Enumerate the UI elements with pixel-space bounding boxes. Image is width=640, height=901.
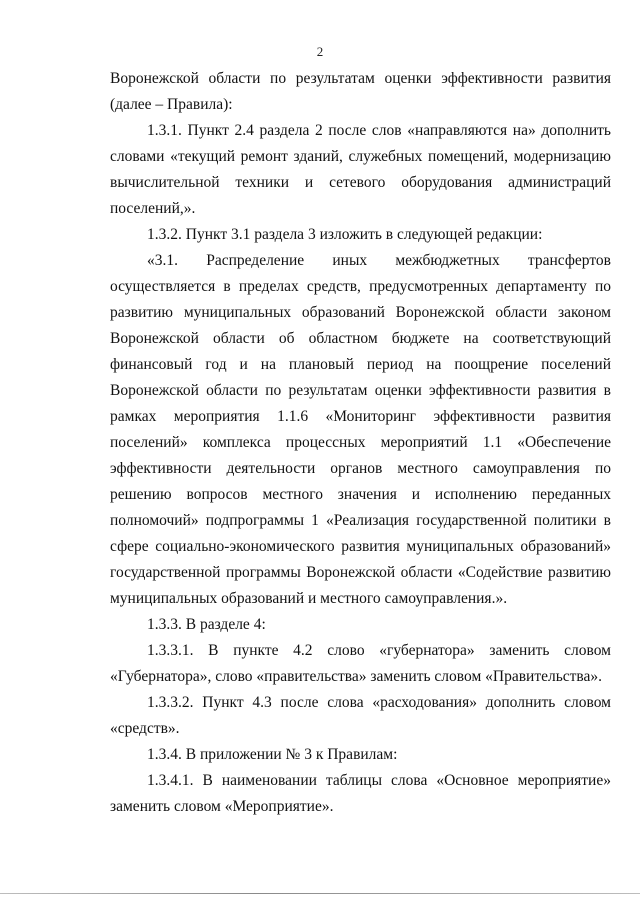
page-number: 2 xyxy=(316,44,324,59)
paragraph-1-3-3-1: 1.3.3.1. В пункте 4.2 слово «губернатора» заменить словом «Губернатора», слово «правительства» заменить словом «Правительства». xyxy=(110,642,611,685)
paragraph-1-3-3: 1.3.3. В разделе 4: xyxy=(147,616,266,633)
document-body xyxy=(110,66,611,820)
paragraph-1-3-4-1: 1.3.4.1. В наименовании таблицы слова «Основное мероприятие» заменить словом «Мероприятие». xyxy=(110,772,611,815)
paragraph-1-3-1: 1.3.1. Пункт 2.4 раздела 2 после слов «направляются на» дополнить словами «текущий ремонт зданий, служебных помещений, модернизацию вычислительной техники и сетевого оборудования администраций поселений,». xyxy=(110,122,611,217)
paragraph-1-3-2: 1.3.2. Пункт 3.1 раздела 3 изложить в следующей редакции: xyxy=(147,226,543,243)
scan-edge-line xyxy=(0,893,640,894)
paragraph-rules-intro: Воронежской области по результатам оценки эффективности развития (далее – Правила): xyxy=(110,70,611,113)
paragraph-3-1-quote: «3.1. Распределение иных межбюджетных трансфертов осуществляется в пределах средств, предусмотренных департаменту по развитию муниципальных образований Воронежской области законом Воронежской области об областном бюджете на соответствующий финансовый год и на плановый период на поощрение поселений Воронежской области по результатам оценки эффективности развития в рамках мероприятия 1.1.6 «Мониторинг эффективности развития поселений» комплекса процессных мероприятий 1.1 «Обеспечение эффективности деятельности органов местного самоуправления по решению вопросов местного значения и исполнению переданных полномочий» подпрограммы 1 «Реализация государственной политики в сфере социально-экономического развития муниципальных образований» государственной программы Воронежской области «Содействие развитию муниципальных образований и местного самоуправления.». xyxy=(110,252,611,607)
paragraph-1-3-3-2: 1.3.3.2. Пункт 4.3 после слова «расходования» дополнить словом «средств». xyxy=(110,694,611,737)
paragraph-1-3-4: 1.3.4. В приложении № 3 к Правилам: xyxy=(147,746,398,763)
